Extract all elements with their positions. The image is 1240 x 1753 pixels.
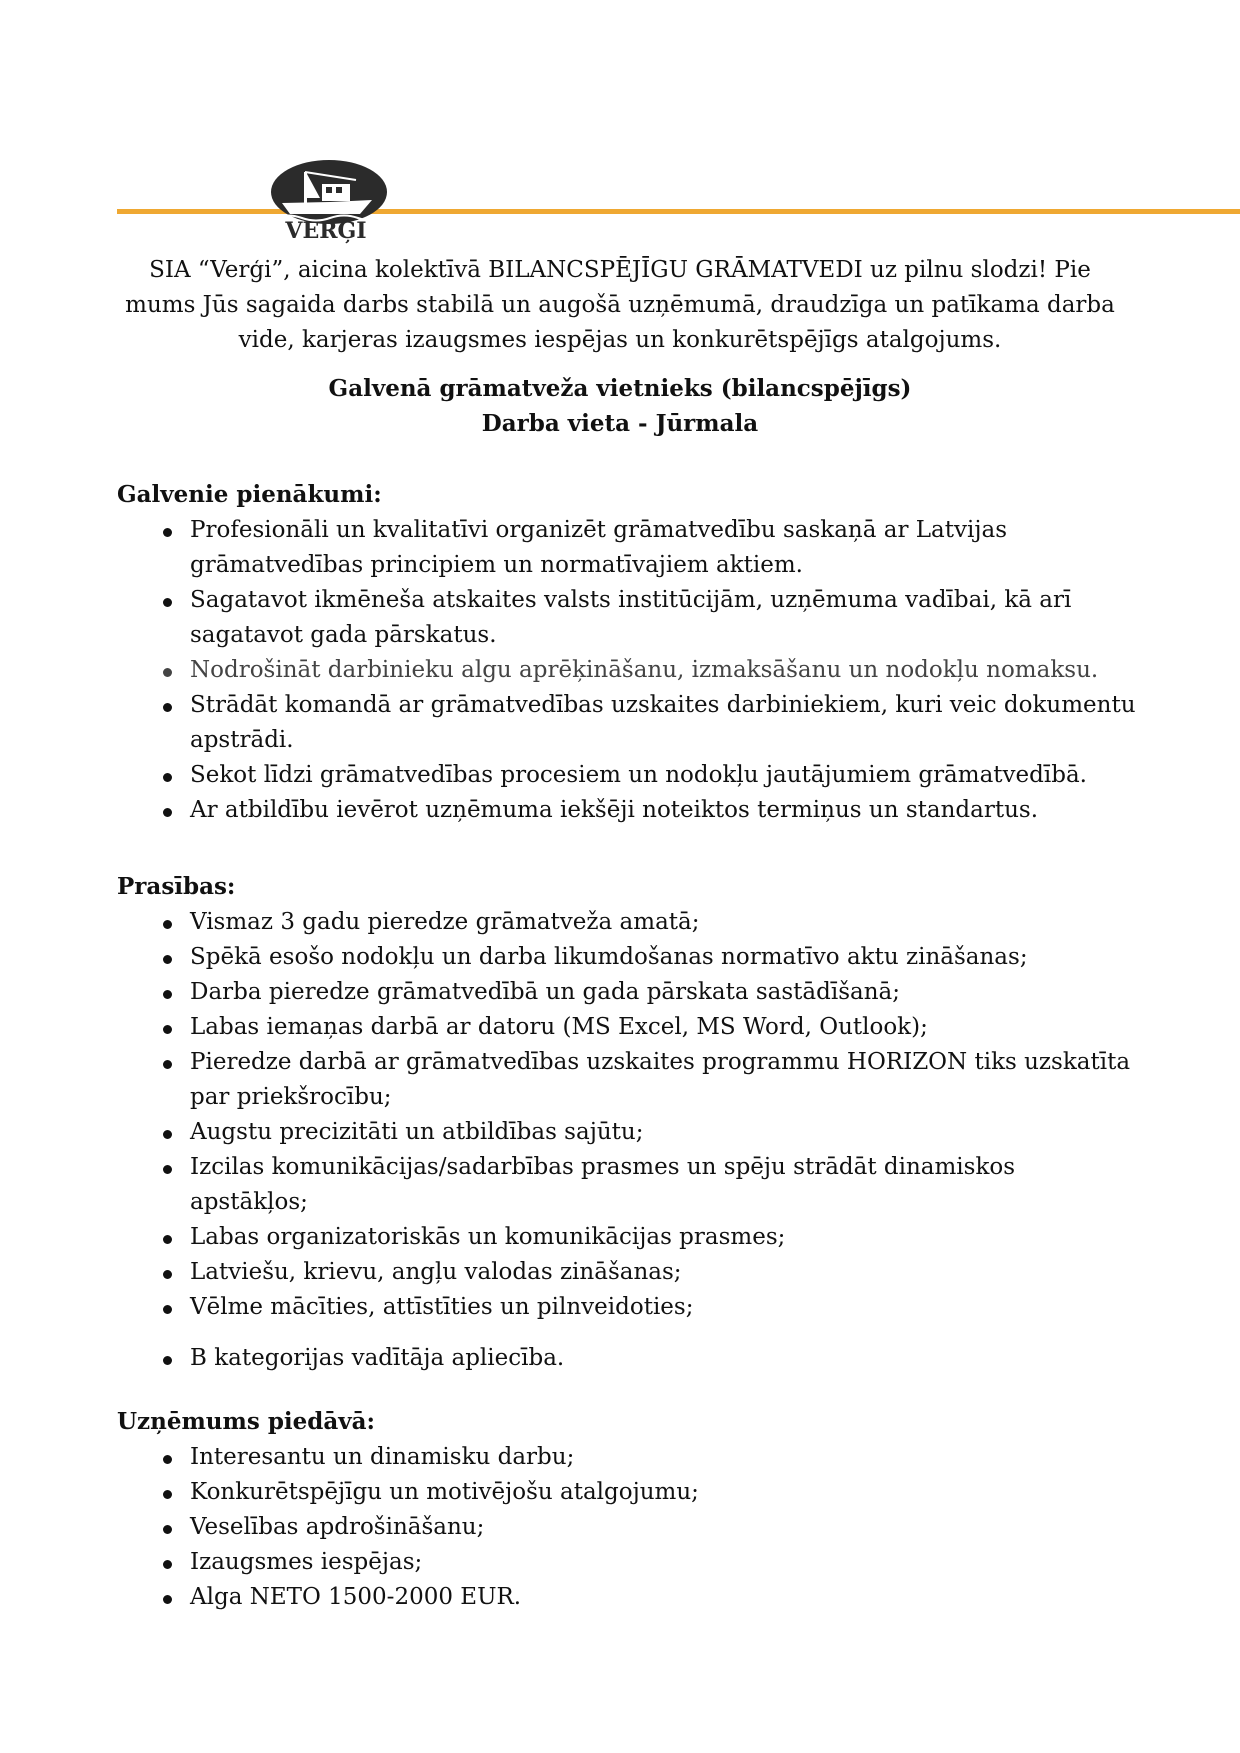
list-item: Veselības apdrošināšanu; (190, 1510, 1140, 1545)
list-item: B kategorijas vadītāja apliecība. (190, 1341, 1140, 1376)
list-item: Vismaz 3 gadu pieredze grāmatveža amatā; (190, 905, 1140, 940)
logo-wordmark: VERĢI (285, 218, 367, 244)
list-item: Spēkā esošo nodokļu un darba likumdošanas normatīvo aktu zināšanas; (190, 940, 1140, 975)
job-title-block (118, 371, 1122, 441)
boat-logo-icon (268, 158, 396, 244)
list-item: Nodrošināt darbinieku algu aprēķināšanu, izmaksāšanu un nodokļu nomaksu. (190, 653, 1140, 688)
list-item: Augstu precizitāti un atbildības sajūtu; (190, 1115, 1140, 1150)
duties-list (190, 513, 1140, 828)
company-logo (268, 158, 396, 244)
intro-paragraph: SIA “Verģi”, aicina kolektīvā BILANCSPĒJĪGU GRĀMATVEDI uz pilnu slodzi! Pie mums Jūs sagaida darbs stabilā un augošā uzņēmumā, draudzīga un patīkama darba vide, karjeras izaugsmes iespējas un konkurētspējīgs atalgojums. (125, 257, 1115, 353)
list-item: Sagatavot ikmēneša atskaites valsts institūcijām, uzņēmuma vadībai, kā arī sagatavot gada pārskatus. (190, 583, 1140, 653)
offer-heading: Uzņēmums piedāvā: (117, 1408, 376, 1435)
list-item: Vēlme mācīties, attīstīties un pilnveidoties; (190, 1290, 1140, 1325)
duties-heading: Galvenie pienākumi: (117, 481, 382, 508)
position-title: Galvenā grāmatveža vietnieks (bilancspējīgs) (328, 375, 912, 402)
list-item: Izcilas komunikācijas/sadarbības prasmes un spēju strādāt dinamiskos apstākļos; (190, 1150, 1140, 1220)
list-item: Labas iemaņas darbā ar datoru (MS Excel, MS Word, Outlook); (190, 1010, 1140, 1045)
list-item: Interesantu un dinamisku darbu; (190, 1440, 1140, 1475)
list-item: Ar atbildību ievērot uzņēmuma iekšēji noteiktos termiņus un standartus. (190, 793, 1140, 828)
offer-list (190, 1440, 1140, 1615)
list-item: Izaugsmes iespējas; (190, 1545, 1140, 1580)
list-item: Konkurētspējīgu un motivējošu atalgojumu; (190, 1475, 1140, 1510)
list-item: Alga NETO 1500-2000 EUR. (190, 1580, 1140, 1615)
list-item: Latviešu, krievu, angļu valodas zināšanas; (190, 1255, 1140, 1290)
work-location: Darba vieta - Jūrmala (481, 410, 759, 437)
requirements-heading: Prasības: (117, 873, 236, 900)
list-item: Pieredze darbā ar grāmatvedības uzskaites programmu HORIZON tiks uzskatīta par priekšrocību; (190, 1045, 1140, 1115)
list-item: Labas organizatoriskās un komunikācijas prasmes; (190, 1220, 1140, 1255)
list-item: Profesionāli un kvalitatīvi organizēt grāmatvedību saskaņā ar Latvijas grāmatvedības principiem un normatīvajiem aktiem. (190, 513, 1140, 583)
requirements-list (190, 905, 1140, 1376)
list-item: Strādāt komandā ar grāmatvedības uzskaites darbiniekiem, kuri veic dokumentu apstrādi. (190, 688, 1140, 758)
list-item: Sekot līdzi grāmatvedības procesiem un nodokļu jautājumiem grāmatvedībā. (190, 758, 1140, 793)
list-item: Darba pieredze grāmatvedībā un gada pārskata sastādīšanā; (190, 975, 1140, 1010)
